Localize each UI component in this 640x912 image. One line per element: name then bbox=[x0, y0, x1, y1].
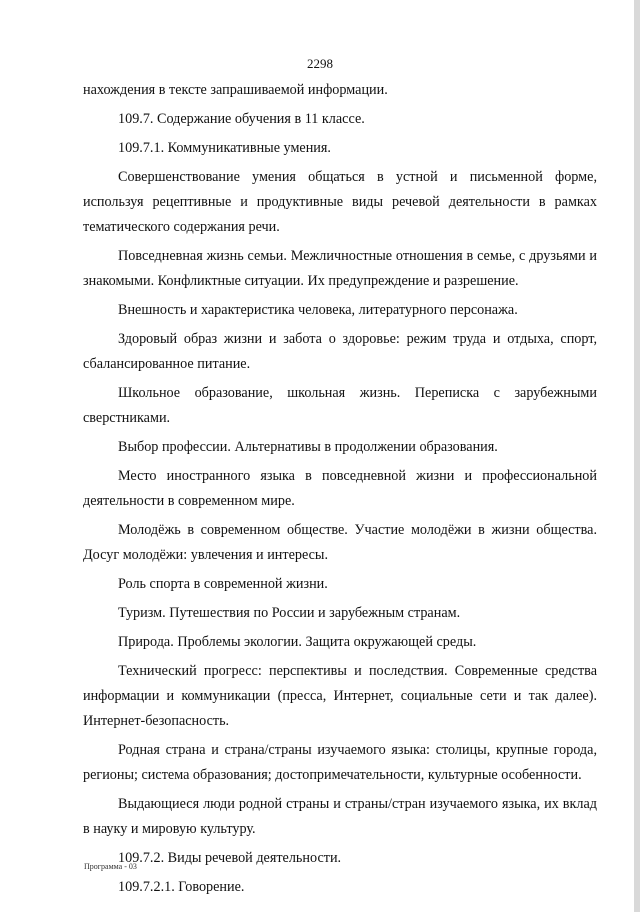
paragraph: Туризм. Путешествия по России и зарубежным странам. bbox=[118, 605, 461, 621]
paragraph: Школьное образование, школьная жизнь. Переписка с зарубежными сверстниками. bbox=[83, 385, 597, 426]
paragraph: Технический прогресс: перспективы и последствия. Современные средства информации и коммуникации (пресса, Интернет, социальные сети и так далее). Интернет-безопасность. bbox=[83, 663, 597, 729]
paragraph: Повседневная жизнь семьи. Межличностные отношения в семье, с друзьями и знакомыми. Конфликтные ситуации. Их предупреждение и разрешение. bbox=[83, 248, 597, 289]
section-heading-109-7-2: 109.7.2. Виды речевой деятельности. bbox=[118, 850, 342, 866]
section-heading-109-7-2-1: 109.7.2.1. Говорение. bbox=[118, 879, 245, 895]
paragraph: Совершенствование умения общаться в устной и письменной форме, используя рецептивные и продуктивные виды речевой деятельности в рамках тематического содержания речи. bbox=[83, 169, 597, 235]
paragraph: Выдающиеся люди родной страны и страны/стран изучаемого языка, их вклад в науку и мировую культуру. bbox=[83, 796, 597, 837]
paragraph-continuation: нахождения в тексте запрашиваемой информации. bbox=[83, 82, 388, 98]
paragraph: Выбор профессии. Альтернативы в продолжении образования. bbox=[118, 439, 498, 455]
paragraph: Природа. Проблемы экологии. Защита окружающей среды. bbox=[118, 634, 477, 650]
paragraph: Внешность и характеристика человека, литературного персонажа. bbox=[118, 302, 518, 318]
footer-label: Программа - 03 bbox=[84, 862, 137, 871]
scan-edge bbox=[634, 0, 640, 912]
paragraph: Роль спорта в современной жизни. bbox=[118, 576, 328, 592]
page-number: 2298 bbox=[307, 56, 333, 71]
paragraph: Здоровый образ жизни и забота о здоровье: режим труда и отдыха, спорт, сбалансированное питание. bbox=[83, 331, 597, 372]
paragraph: Молодёжь в современном обществе. Участие молодёжи в жизни общества. Досуг молодёжи: увлечения и интересы. bbox=[83, 522, 597, 563]
paragraph: Место иностранного языка в повседневной жизни и профессиональной деятельности в современном мире. bbox=[83, 468, 597, 509]
paragraph: Родная страна и страна/страны изучаемого языка: столицы, крупные города, регионы; система образования; достопримечательности, культурные особенности. bbox=[83, 742, 597, 783]
section-heading-109-7: 109.7. Содержание обучения в 11 классе. bbox=[118, 111, 365, 127]
section-heading-109-7-1: 109.7.1. Коммуникативные умения. bbox=[118, 140, 331, 156]
document-body bbox=[83, 78, 597, 900]
